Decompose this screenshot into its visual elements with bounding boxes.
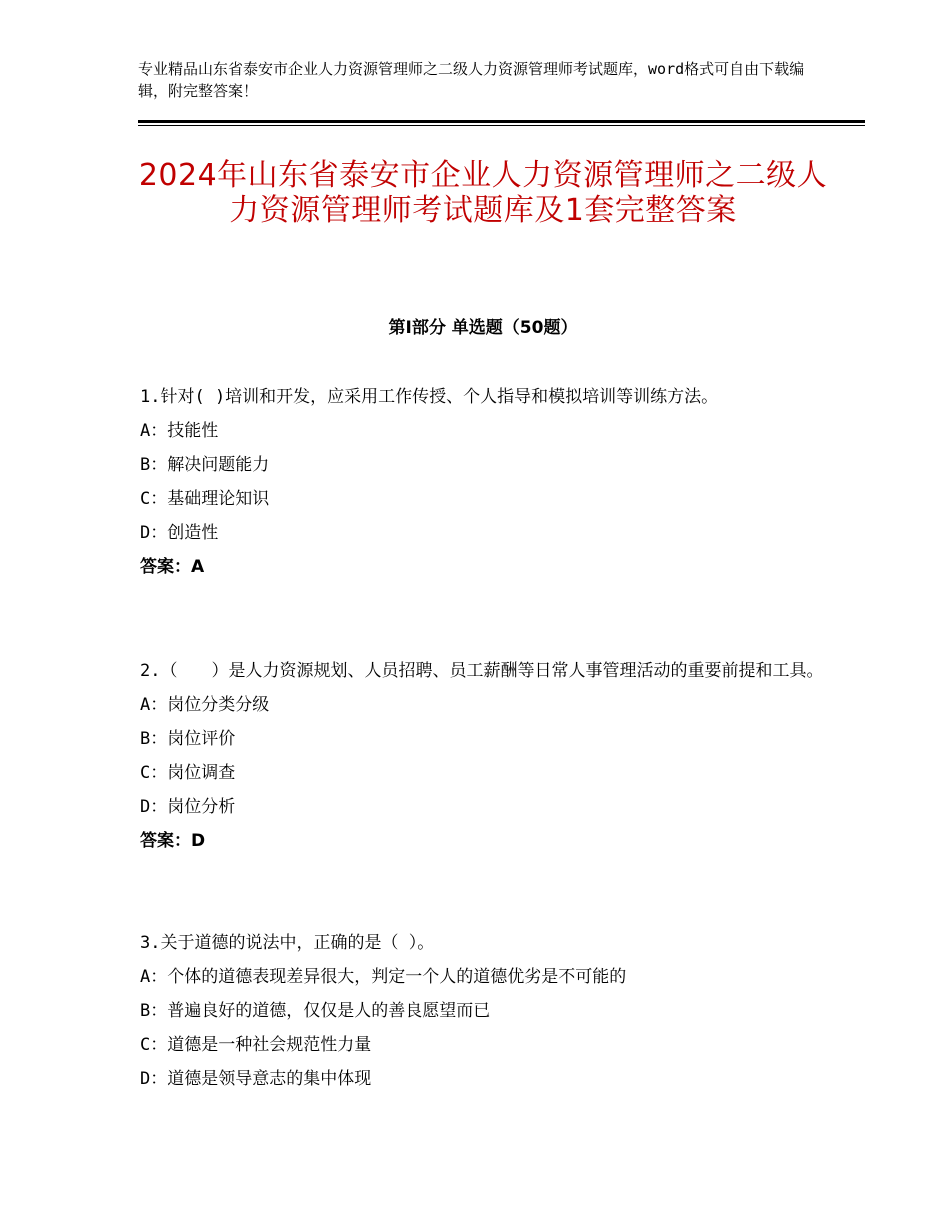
question-stem: 3.关于道德的说法中，正确的是（ ）。 xyxy=(140,933,435,953)
option-a: A：技能性 xyxy=(140,421,219,441)
answer: 答案：D xyxy=(140,831,206,851)
header-rule-thick xyxy=(138,120,865,123)
option-c: C：基础理论知识 xyxy=(140,489,270,509)
question-stem: 2.（ ）是人力资源规划、人员招聘、员工薪酬等日常人事管理活动的重要前提和工具。 xyxy=(140,661,824,681)
option-d: D：岗位分析 xyxy=(140,797,236,817)
header-rule-thin xyxy=(138,125,865,126)
question-1 xyxy=(140,380,830,584)
option-b: B：岗位评价 xyxy=(140,729,236,749)
option-d: D：创造性 xyxy=(140,523,219,543)
question-2 xyxy=(140,654,830,858)
question-3 xyxy=(140,926,830,1096)
question-stem: 1.针对( )培训和开发，应采用工作传授、个人指导和模拟培训等训练方法。 xyxy=(140,387,719,407)
option-b: B：解决问题能力 xyxy=(140,455,270,475)
document-title: 2024年山东省泰安市企业人力资源管理师之二级人力资源管理师考试题库及1套完整答案 xyxy=(138,158,828,228)
option-c: C：道德是一种社会规范性力量 xyxy=(140,1035,372,1055)
header-note: 专业精品山东省泰安市企业人力资源管理师之二级人力资源管理师考试题库，word格式可自由下载编辑，附完整答案！ xyxy=(138,60,805,100)
option-d: D：道德是领导意志的集中体现 xyxy=(140,1069,372,1089)
section-title: 第Ⅰ部分 单选题（50题） xyxy=(388,318,578,338)
option-a: A：岗位分类分级 xyxy=(140,695,270,715)
option-b: B：普遍良好的道德，仅仅是人的善良愿望而已 xyxy=(140,1001,491,1021)
answer: 答案：A xyxy=(140,557,205,577)
option-a: A：个体的道德表现差异很大，判定一个人的道德优劣是不可能的 xyxy=(140,967,627,987)
option-c: C：岗位调查 xyxy=(140,763,236,783)
